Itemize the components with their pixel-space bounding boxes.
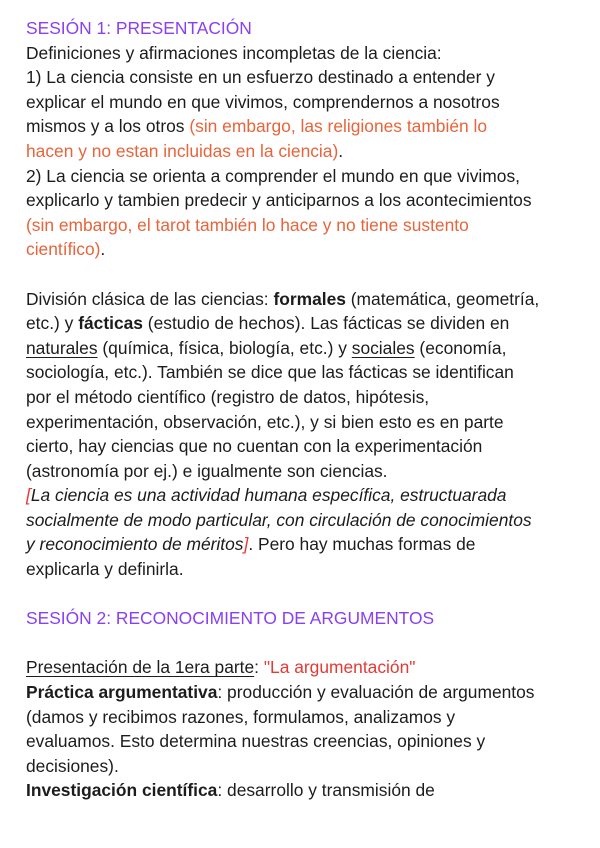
division-text: etc.) y <box>26 313 79 334</box>
quote-line3 <box>26 532 582 557</box>
spacer <box>26 262 582 287</box>
document-page <box>26 16 582 803</box>
item1-period: . <box>338 140 344 161</box>
quote-close-bracket: ] <box>243 534 249 555</box>
presentation-title: "La argumentación" <box>263 657 416 678</box>
division-text: (matemática, geometría, <box>345 288 540 309</box>
quote-line1 <box>26 483 582 508</box>
quote-text: y reconocimiento de méritos <box>26 534 244 555</box>
division-line1 <box>26 287 582 312</box>
item1-note-end: hacen y no estan incluidas en la ciencia) <box>26 140 339 161</box>
session2-title: SESIÓN 2: RECONOCIMIENTO DE ARGUMENTOS <box>26 608 435 629</box>
item2-period: . <box>100 239 106 260</box>
session1-intro: Definiciones y afirmaciones incompletas de la ciencia: <box>26 42 442 63</box>
presentation-separator: : <box>254 657 264 678</box>
quote-after-text: . Pero hay muchas formas de <box>248 534 476 555</box>
item2-line2: explicarlo y tambien predecir y anticiparnos a los acontecimientos <box>26 190 532 211</box>
quote-line4: explicarla y definirla. <box>26 559 184 580</box>
presentation-label: Presentación de la 1era parte <box>26 657 255 678</box>
practice-line3: evaluamos. Esto determina nuestras creencias, opiniones y <box>26 731 486 752</box>
practice-line4: decisiones). <box>26 755 119 776</box>
item2-line1: 2) La ciencia se orienta a comprender el mundo en que vivimos, <box>26 165 520 186</box>
term-investigacion-cientifica: Investigación científica <box>26 780 218 801</box>
research-text: : desarrollo y transmisión de <box>217 780 435 801</box>
division-text: (química, física, biología, etc.) y <box>97 337 352 358</box>
division-line8: (astronomía por ej.) e igualmente son ciencias. <box>26 460 388 481</box>
division-line4: sociología, etc.). También se dice que las fácticas se identifican <box>26 362 514 383</box>
item2-line4 <box>26 237 582 262</box>
division-line2 <box>26 311 582 336</box>
item1-line3-text: mismos y a los otros <box>26 116 190 137</box>
quote-line2: socialmente de modo particular, con circulación de conocimientos <box>26 509 532 530</box>
item1-line2: explicar el mundo en que vivimos, comprendernos a nosotros <box>26 91 500 112</box>
term-practica-argumentativa: Práctica argumentativa <box>26 682 218 703</box>
spacer <box>26 582 582 607</box>
term-facticas: fácticas <box>78 313 143 334</box>
term-formales: formales <box>273 288 346 309</box>
term-naturales: naturales <box>26 337 98 358</box>
item1-line4 <box>26 139 582 164</box>
research-line1 <box>26 778 582 803</box>
item2-note-start: (sin embargo, el tarot también lo hace y no tiene sustento <box>26 214 469 235</box>
term-sociales: sociales <box>351 337 415 358</box>
division-line5: por el método científico (registro de datos, hipótesis, <box>26 386 430 407</box>
item2-note-end: científico) <box>26 239 101 260</box>
item1-note-start: (sin embargo, las religiones también lo <box>189 116 488 137</box>
spacer <box>26 631 582 656</box>
item1-line1: 1) La ciencia consiste en un esfuerzo destinado a entender y <box>26 67 495 88</box>
session1-title: SESIÓN 1: PRESENTACIÓN <box>26 18 252 38</box>
practice-text: : producción y evaluación de argumentos <box>217 682 535 703</box>
division-text: División clásica de las ciencias: <box>26 288 274 309</box>
practice-line1 <box>26 680 582 705</box>
presentation-line <box>26 655 582 680</box>
division-line3 <box>26 336 582 361</box>
division-text: (economía, <box>414 337 507 358</box>
practice-line2: (damos y recibimos razones, formulamos, analizamos y <box>26 706 456 727</box>
quote-text: La ciencia es una actividad humana específica, estructuarada <box>30 485 507 506</box>
division-line6: experimentación, observación, etc.), y si bien esto es en parte <box>26 411 504 432</box>
item1-line3 <box>26 114 582 139</box>
division-text: (estudio de hechos). Las fácticas se dividen en <box>142 313 510 334</box>
quote-open-bracket: [ <box>26 485 31 506</box>
division-line7: cierto, hay ciencias que no cuentan con la experimentación <box>26 436 483 457</box>
